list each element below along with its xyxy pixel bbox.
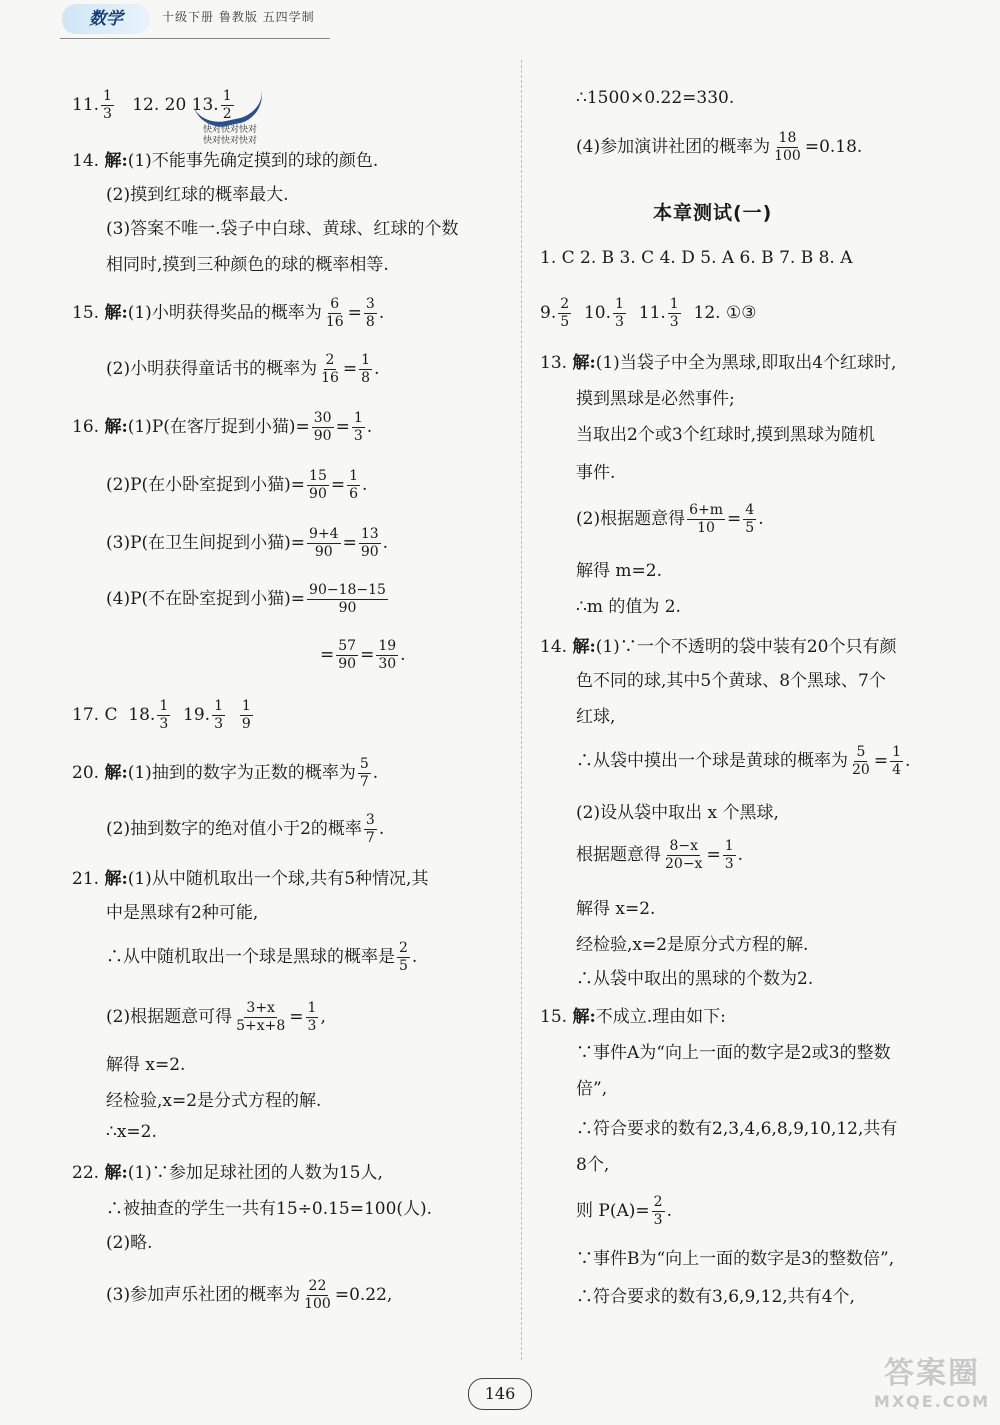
stamp-line: 快对快对快对: [202, 125, 257, 135]
answer-line: 经检验,x=2是原分式方程的解.: [576, 935, 809, 955]
answer-line: ∵事件B为“向上一面的数字是3的整数倍”,: [576, 1249, 895, 1269]
answer-line: ∵事件A为“向上一面的数字是2或3的整数: [576, 1043, 891, 1063]
answer-line: 色不同的球,其中5个黄球、8个黑球、7个: [576, 671, 886, 691]
answer-line: ∴x=2.: [106, 1122, 157, 1142]
answer-21: 21. 解:(1)从中随机取出一个球,共有5种情况,其: [72, 869, 429, 889]
header-rule: [60, 38, 330, 39]
answer-15: 15. 解:(1)小明获得奖品的概率为 $\frac{6}{16}$ = $\frac{3}{8}$ .: [72, 296, 385, 330]
answer-line: 解得 x=2.: [106, 1055, 186, 1075]
answer-line: (2)P(在小卧室捉到小猫)= $\frac{15}{90}$ = $\frac{1}{6}$ .: [106, 468, 368, 502]
answer-line: 事件.: [576, 463, 616, 483]
answer-14: 14. 解:(1)不能事先确定摸到的球的颜色.: [72, 151, 379, 171]
answer-line: (2)设从袋中取出 x 个黑球,: [576, 803, 779, 823]
answer-line: ∴从袋中摸出一个球是黄球的概率为 $\frac{5}{20}$ = $\frac{1}{4}$ .: [576, 744, 911, 778]
stamp-line: 快对快对快对: [202, 136, 257, 146]
answer-line: 则 P(A)= $\frac{2}{3}$ .: [576, 1194, 672, 1228]
answer-line: 摸到黑球是必然事件;: [576, 389, 735, 409]
answer-line: 8个,: [576, 1155, 610, 1175]
answer-20: 20. 解:(1)抽到的数字为正数的概率为 $\frac{5}{7}$ .: [72, 756, 379, 790]
answer-line: 解得 x=2.: [576, 899, 656, 919]
answer-line: (4)参加演讲社团的概率为 $\frac{18}{100}$ =0.18.: [576, 130, 863, 164]
answer-line: ∴符合要求的数有3,6,9,12,共有4个,: [576, 1287, 855, 1307]
answer-line: (3)答案不唯一.袋子中白球、黄球、红球的个数: [106, 219, 459, 239]
answer-line-9-12: 9. $\frac{2}{5}$ 10. $\frac{1}{3}$ 11. $\frac{1}{3}$ 12. ①③: [540, 296, 757, 330]
answer-line: 倍”,: [576, 1079, 608, 1099]
answer-line: (2)摸到红球的概率最大.: [106, 185, 289, 205]
answer-16: 16. 解:(1)P(在客厅捉到小猫)= $\frac{30}{90}$ = $\frac{1}{3}$ .: [72, 410, 373, 444]
answer-line-11-13: 11. $\frac{1}{3}$ 12. 20 13. $\frac{1}{2}$: [72, 88, 232, 122]
answer-line: (2)根据题意得 $\frac{6+m}{10}$ = $\frac{4}{5}$ .: [576, 502, 764, 536]
answer-line: ∴符合要求的数有2,3,4,6,8,9,10,12,共有: [576, 1119, 898, 1139]
answer-line: 中是黑球有2种可能,: [106, 903, 259, 923]
test-answer-13: 13. 解:(1)当袋子中全为黑球,即取出4个红球时,: [540, 353, 897, 373]
subject-logo: 数学: [62, 4, 150, 34]
page-number: 146: [468, 1378, 532, 1410]
answer-line: (3)参加声乐社团的概率为 $\frac{22}{100}$ =0.22,: [106, 1278, 393, 1312]
answer-line: 根据题意得 $\frac{8-x}{20-x}$ = $\frac{1}{3}$ .: [576, 838, 744, 872]
column-divider: [521, 60, 522, 1360]
answer-line: = $\frac{57}{90}$ = $\frac{19}{30}$ .: [320, 638, 406, 672]
test-answer-14: 14. 解:(1)∵一个不透明的袋中装有20个只有颜: [540, 637, 897, 657]
section-title: 本章测试(一): [653, 202, 773, 224]
answer-line: 红球,: [576, 707, 616, 727]
answer-line: ∴被抽查的学生一共有15÷0.15=100(人).: [106, 1199, 433, 1219]
test-answer-15: 15. 解:不成立.理由如下:: [540, 1007, 726, 1027]
choice-answers: 1. C 2. B 3. C 4. D 5. A 6. B 7. B 8. A: [540, 248, 853, 268]
answer-line: ∴从中随机取出一个球是黑球的概率是 $\frac{2}{5}$ .: [106, 940, 418, 974]
answer-line: (2)根据题意可得 $\frac{3+x}{5+x+8}$ = $\frac{1}{3}$ ,: [106, 1000, 326, 1034]
answer-line: 经检验,x=2是分式方程的解.: [106, 1091, 322, 1111]
answer-line: 解得 m=2.: [576, 561, 662, 581]
answer-line: 相同时,摸到三种颜色的球的概率相等.: [106, 255, 389, 275]
answer-22: 22. 解:(1)∵参加足球社团的人数为15人,: [72, 1163, 383, 1183]
header-text: 十级下册 鲁教版 五四学制: [162, 10, 315, 24]
answer-line: (4)P(不在卧室捉到小猫)= $\frac{90-18-15}{90}$: [106, 582, 386, 616]
answer-line: ∴1500×0.22=330.: [576, 88, 735, 108]
answer-line: (2)小明获得童话书的概率为 $\frac{2}{16}$ = $\frac{1}{8}$ .: [106, 352, 380, 386]
answer-line: (2)抽到数字的绝对值小于2的概率 $\frac{3}{7}$ .: [106, 812, 385, 846]
answer-line: (2)略.: [106, 1233, 153, 1253]
watermark-logo: 答案圈 MXQE.COM: [873, 1356, 991, 1411]
answer-line: ∴从袋中取出的黑球的个数为2.: [576, 969, 814, 989]
answer-line: (3)P(在卫生间捉到小猫)= $\frac{9+4}{90}$ = $\frac{13}{90}$ .: [106, 526, 389, 560]
answer-line: ∴m 的值为 2.: [576, 597, 681, 617]
answer-line-17-19: 17. C 18. $\frac{1}{3}$ 19. $\frac{1}{3}$ $\frac{1}{9}$: [72, 698, 251, 732]
answer-line: 当取出2个或3个红球时,摸到黑球为随机: [576, 425, 876, 445]
